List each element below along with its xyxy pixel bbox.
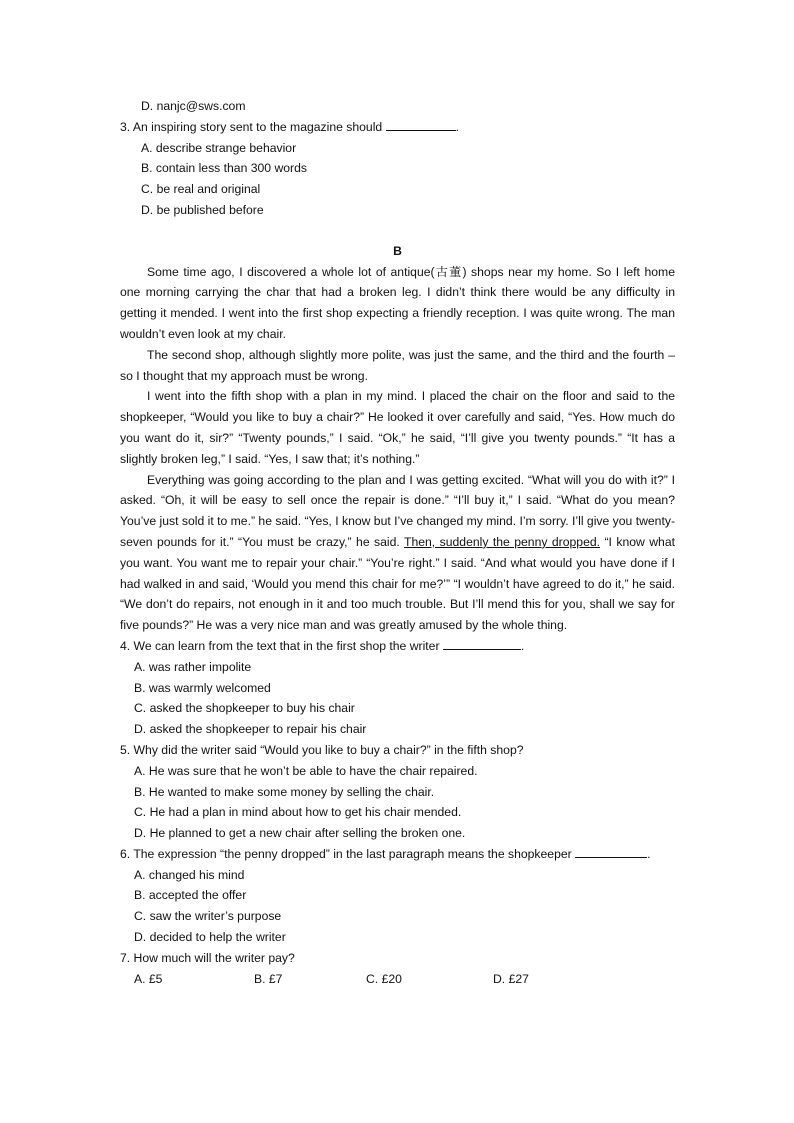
q3-option-c: C. be real and original [141,182,261,197]
q6-option-b: B. accepted the offer [134,888,247,903]
q6-stem-text: 6. The expression “the penny dropped” in the last paragraph means the shopkeeper [120,846,572,861]
q3-stem-text: 3. An inspiring story sent to the magazine should [120,119,383,134]
q6-option-a: A. changed his mind [134,867,245,882]
q2-option-d: D. nanjc@sws.com [141,99,246,113]
q5-option-c: C. He had a plan in mind about how to get his chair mended. [134,805,462,820]
q7-option-c: C. £20 [366,971,402,986]
q7-stem: 7. How much will the writer pay? [120,950,295,965]
q3-answer-blank [386,118,456,131]
q3-stem-end: . [455,119,459,134]
q7-option-a: A. £5 [134,971,163,986]
q7-options-row [120,969,675,990]
q4-option-c: C. asked the shopkeeper to buy his chair [134,701,355,716]
q6-answer-blank [575,845,647,858]
q4-stem [120,636,675,657]
underlined-phrase: Then, suddenly the penny dropped. [404,534,601,549]
q3-stem [120,117,675,138]
q4-stem-end: . [520,638,525,653]
q7-option-b: B. £7 [254,971,283,986]
q7-option-d: D. £27 [493,971,529,986]
q4-option-a: A. was rather impolite [134,659,252,674]
q4-option-d: D. asked the shopkeeper to repair his chair [134,722,367,737]
q6-option-c: C. saw the writer’s purpose [134,909,282,924]
q4-stem-text: 4. We can learn from the text that in the first shop the writer [120,638,440,653]
q6-option-d: D. decided to help the writer [134,930,286,945]
q6-stem-end: . [647,846,651,861]
q5-option-d: D. He planned to get a new chair after selling the broken one. [134,826,466,841]
q5-stem: 5. Why did the writer said “Would you like to buy a chair?” in the fifth shop? [120,742,524,757]
passage-paragraph-3: I went into the fifth shop with a plan in my mind. I placed the chair on the floor and said to the shopkeeper, “Would you like to buy a chair?” He looked it over carefully and said, “Yes. How much do you want do it, sir?” “Twenty pounds,” I said. “Ok,” he said, “I’ll give you twenty pounds.” “It has a slightly broken leg,” I said. “Yes, I saw that; it’s nothing.” [120,389,675,466]
q6-stem [120,844,675,865]
section-title: B [393,243,402,258]
q3-option-b: B. contain less than 300 words [141,161,307,176]
passage-paragraph-4-part-1: Everything was going according to the plan and I was getting excited. “What will you do with it?” I asked. “Oh, it will be easy to sell once the repair is done.” “I’ll buy it,” I said. “What do you mean? You’ve just sold it to me.” he said. “Yes, I know but I’ve changed my mind. I’m sorry. I’ll give you twenty-seven pounds for it.” “You must be crazy,” he said. [120,472,675,549]
passage-paragraph-4 [120,470,675,636]
passage-paragraph-1: Some time ago, I discovered a whole lot of antique(古董) shops near my home. So I left home one morning carrying the char that had a broken leg. I didn’t think there would be any difficulty in getting it mended. I went into the first shop expecting a friendly reception. I was quite wrong. The man wouldn’t even look at my chair. [120,264,675,341]
q4-answer-blank [443,637,521,650]
q4-option-b: B. was warmly welcomed [134,680,271,695]
q3-option-d: D. be published before [141,202,264,217]
q5-option-a: A. He was sure that he won’t be able to have the chair repaired. [134,763,478,778]
q3-option-a: A. describe strange behavior [141,140,297,155]
passage-paragraph-4-part-2: “I know what you want. You want me to repair your chair.” “You’re right.” I said. “And what would you have done if I had walked in and said, ‘Would you mend this chair for me?’” “I wouldn’t have agreed to do it,” he said. “We don’t do repairs, not enough in it and too much trouble. But I’ll mend this for you, shall we say for five pounds?” He was a very nice man and was greatly amused by the whole thing. [120,534,675,633]
q5-option-b: B. He wanted to make some money by selling the chair. [134,784,435,799]
passage-paragraph-2: The second shop, although slightly more polite, was just the same, and the third and the fourth –so I thought that my approach must be wrong. [120,347,675,383]
document-content [120,96,675,989]
